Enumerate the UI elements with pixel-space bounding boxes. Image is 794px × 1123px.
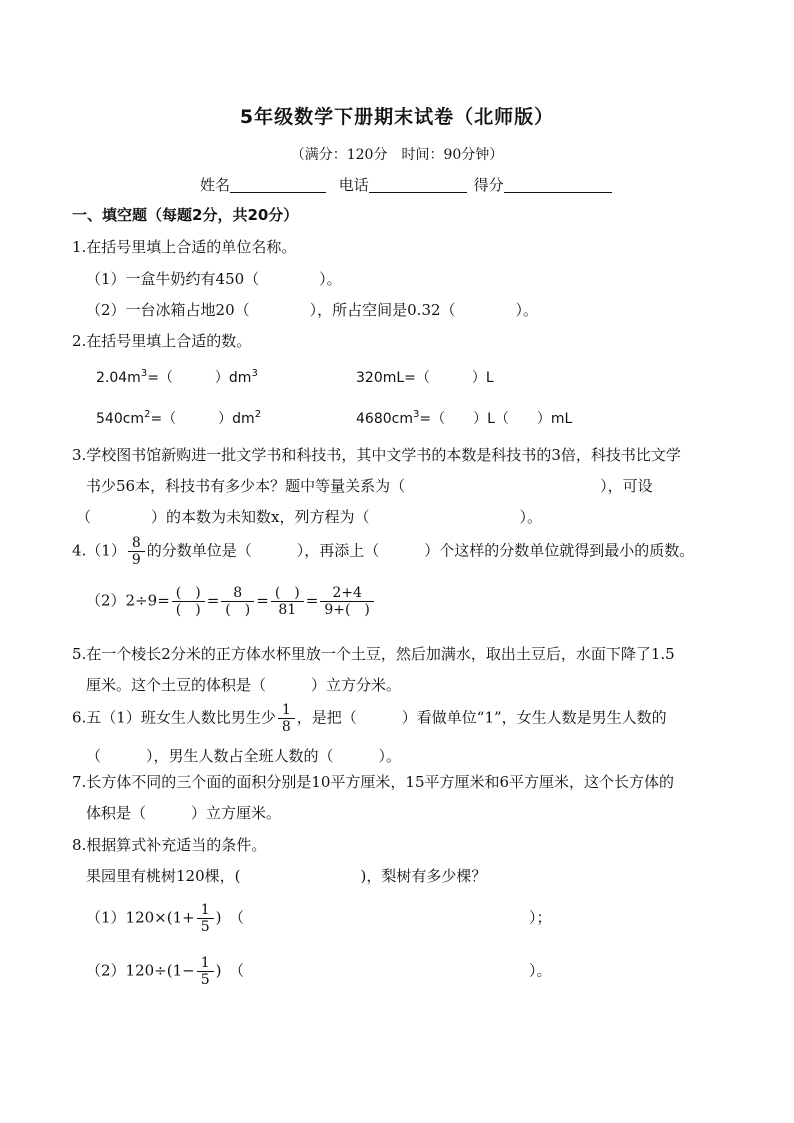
q5-line1: 5.在一个棱长2分米的正方体水杯里放一个土豆，然后加满水，取出土豆后，水面下降了1.5 [72, 645, 675, 663]
fraction-blank-2 [221, 585, 254, 618]
q2-row2-left [96, 409, 262, 427]
q1-stem: 1.在括号里填上合适的单位名称。 [72, 238, 297, 256]
frac-num: 8 [233, 585, 243, 601]
q8-context: 果园里有桃树120棵，( )，梨树有多少棵？ [86, 867, 487, 885]
q3-line1: 3.学校图书馆新购进一批文学书和科技书，其中文学书的本数是科技书的3倍，科技书比文学 [72, 446, 681, 464]
frac-num: 1 [200, 902, 210, 918]
q2-row2-right [356, 409, 573, 427]
q2-r2b-value: 4680cm [356, 411, 413, 427]
q6-line2: （ ），男生人数占全班人数的（ ）。 [86, 747, 402, 765]
frac-den: 8 [278, 718, 295, 735]
name-blank[interactable] [230, 176, 326, 193]
q2-r1a-exp: 3 [140, 368, 148, 379]
q2-stem: 2.在括号里填上合适的数。 [72, 332, 252, 350]
student-info-row [200, 176, 614, 193]
equals-sign: = [256, 591, 269, 610]
phone-blank[interactable] [369, 176, 467, 193]
fraction-1-5 [197, 902, 214, 935]
q5-line2: 厘米。这个土豆的体积是（ ）立方分米。 [86, 676, 402, 694]
page-title: 5年级数学下册期末试卷（北师版） [239, 106, 555, 128]
fraction-8-9 [128, 535, 145, 568]
q8-part-b [86, 955, 552, 988]
q2-row1-left [96, 368, 258, 386]
q2-r2a-exp: 2 [144, 409, 151, 420]
q4-a-text: 的分数单位是（ ），再添上（ ）个这样的分数单位就得到最小的质数。 [146, 541, 695, 560]
q8-a-blank: ) （ ）； [215, 908, 552, 927]
frac-den: 81 [271, 601, 304, 618]
fraction-1-5 [197, 955, 214, 988]
q6-text: ，是把（ ）看做单位“1”，女生人数是男生人数的 [296, 708, 667, 727]
q8-stem: 8.根据算式补充适当的条件。 [72, 836, 267, 854]
q8-part-a [86, 902, 552, 935]
q6-line1 [72, 702, 667, 735]
equals-sign: = [305, 591, 319, 610]
q4-part2 [86, 585, 376, 618]
fraction-blank-4 [320, 585, 374, 618]
q2-r2b-mid: =（ ）L（ ）mL [419, 411, 573, 427]
q2-row1-right: 320mL=（ ）L [356, 370, 494, 386]
q8-a-prefix: （1）120×(1+ [86, 908, 195, 927]
fraction-blank-3 [271, 585, 304, 618]
q2-r2a-exp2: 2 [254, 409, 262, 420]
score-label: 得分 [473, 176, 504, 194]
frac-den: 9 [128, 551, 145, 568]
q6-prefix: 6.五（1）班女生人数比男生少 [72, 708, 276, 727]
frac-num: 1 [200, 955, 210, 971]
frac-den: 9+( ) [320, 601, 374, 618]
phone-label: 电话 [338, 176, 369, 194]
q8-b-prefix: （2）120÷(1− [86, 961, 195, 980]
q2-r2a-mid: =（ ）dm [150, 411, 255, 427]
section-heading: 一、填空题（每题2分，共20分） [72, 206, 299, 224]
q3-line3: （ ）的本数为未知数x，列方程为（ ）。 [76, 508, 542, 526]
fraction-blank-1 [172, 585, 205, 618]
q8-b-blank: ) （ ）。 [215, 961, 552, 980]
frac-num: 1 [281, 702, 291, 718]
exam-subtitle: （满分：120分 时间：90分钟） [290, 147, 504, 163]
q1-part-b: （2）一台冰箱占地20（ ），所占空间是0.32（ ）。 [86, 301, 539, 319]
q2-r2b-exp: 3 [412, 409, 420, 420]
fraction-1-8 [278, 702, 295, 735]
q4-a-prefix: 4.（1） [72, 541, 126, 560]
score-blank[interactable] [504, 176, 612, 193]
frac-num: ( ) [274, 585, 300, 601]
q3-line2: 书少56本，科技书有多少本？题中等量关系为（ ），可设 [86, 477, 653, 495]
q2-r1a-mid: =（ ）dm [147, 370, 252, 386]
q4-b-prefix: （2）2÷9= [86, 591, 170, 610]
q2-r2a-value: 540cm [96, 411, 145, 427]
q2-r1a-exp2: 3 [251, 368, 258, 379]
q2-r1a-value: 2.04m [96, 370, 141, 386]
q7-line2: 体积是（ ）立方厘米。 [86, 804, 282, 822]
frac-num: 8 [131, 535, 141, 551]
frac-den: ( ) [221, 601, 254, 618]
name-label: 姓名 [200, 176, 231, 194]
equals-sign: = [206, 591, 220, 610]
q1-part-a: （1）一盒牛奶约有450（ ）。 [86, 270, 342, 288]
frac-den: 5 [197, 971, 214, 988]
frac-num: 2+4 [332, 585, 362, 601]
frac-num: ( ) [175, 585, 201, 601]
q7-line1: 7.长方体不同的三个面的面积分别是10平方厘米，15平方厘米和6平方厘米，这个长方体的 [72, 773, 675, 791]
frac-den: ( ) [172, 601, 205, 618]
frac-den: 5 [197, 918, 214, 935]
q4-part1 [72, 535, 694, 568]
